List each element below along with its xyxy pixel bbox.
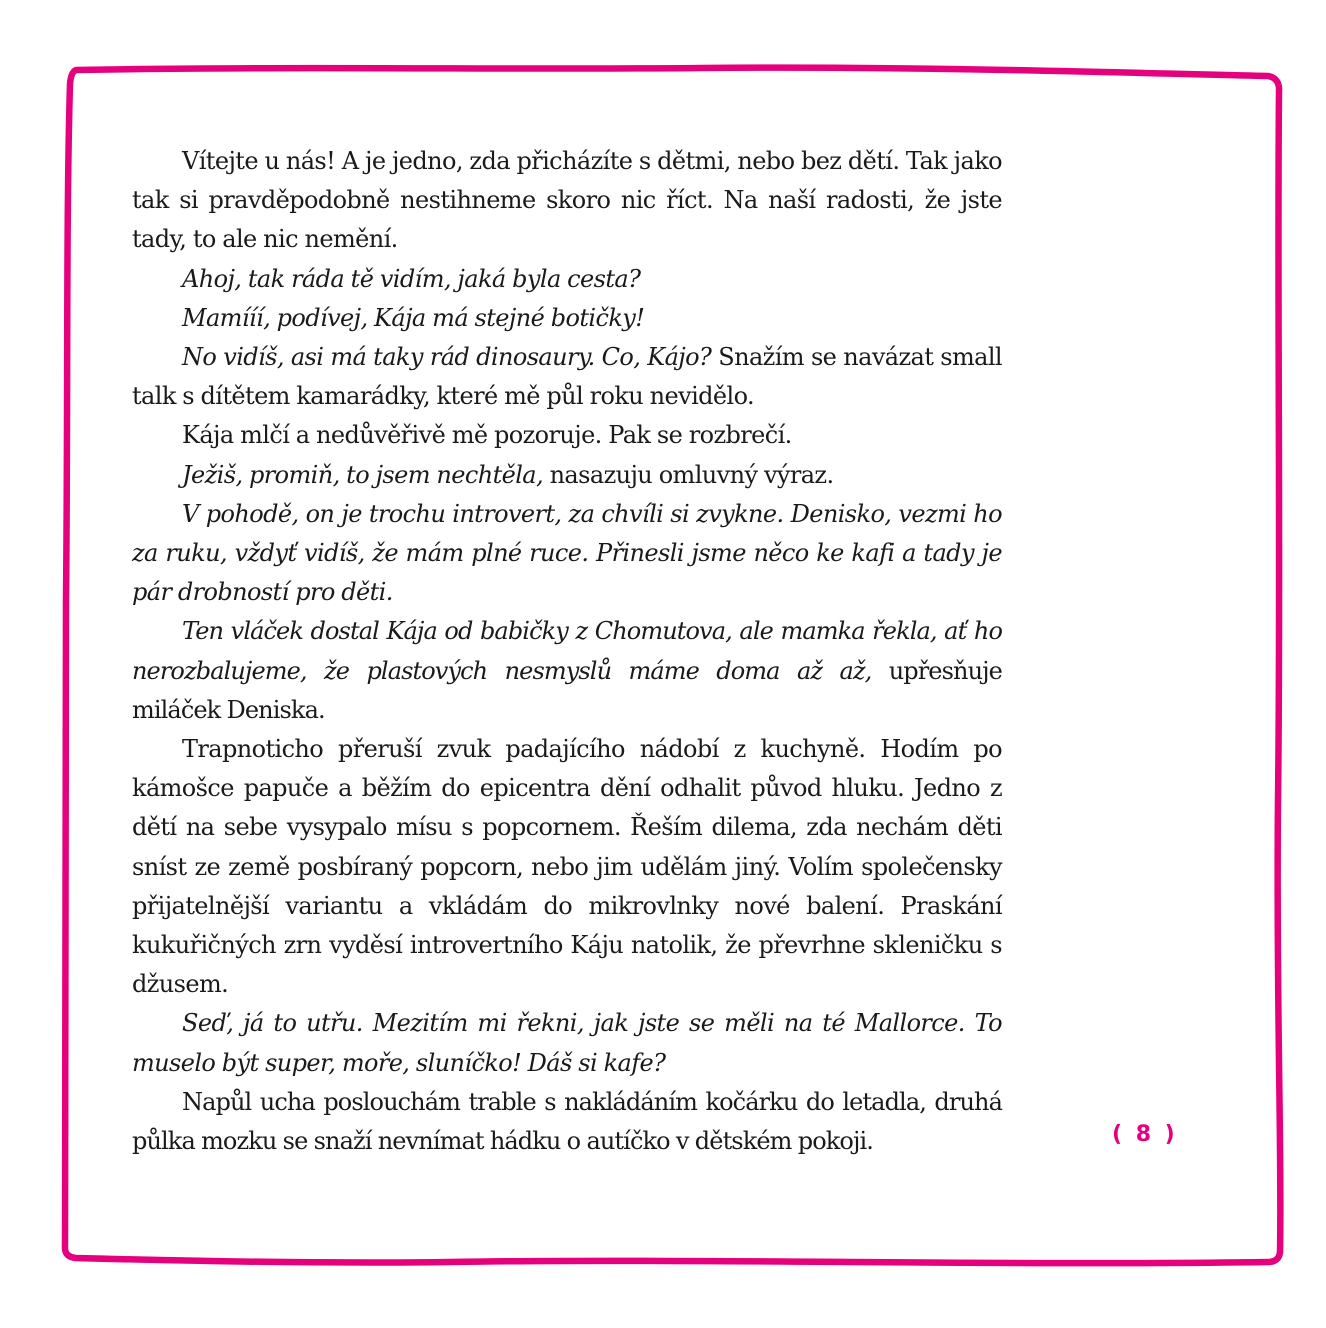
narration-text: Vítejte u nás! A je jedno, zda přicházíte s dětmi, nebo bez dětí. Tak jako tak si pravděpodobně nestihneme skoro nic říct. Na naší radosti, že jste tady, to ale nic nemění.	[132, 147, 1002, 254]
paragraph	[132, 260, 1002, 299]
paragraph	[132, 1004, 1002, 1082]
paragraph	[132, 142, 1002, 260]
paragraph	[132, 338, 1002, 416]
narration-text: Snažím se navázat small talk s dítětem kamarádky, které mě půl roku nevidělo.	[132, 343, 1002, 411]
page-number: ( 8 )	[1112, 1122, 1178, 1147]
dialogue-text: V pohodě, on je trochu introvert, za chvíli si zvykne. Denisko, vezmi ho za ruku, vždyť vidíš, že mám plné ruce. Přinesli jsme něco ke kafi a tady je pár drobností pro děti.	[132, 499, 1002, 607]
dialogue-text: Ježiš, promiň, to jsem nechtěla,	[182, 460, 544, 489]
paragraph	[132, 612, 1002, 730]
paragraph	[132, 730, 1002, 1004]
narration-text: Kája mlčí a nedůvěřivě mě pozoruje. Pak se rozbrečí.	[182, 421, 792, 450]
paragraph	[132, 456, 1002, 495]
narration-text: Napůl ucha poslouchám trable s nakládáním kočárku do letadla, druhá půlka mozku se snaží nevnímat hádku o autíčko v dětském pokoji.	[132, 1087, 1002, 1156]
body-text	[132, 142, 1002, 1161]
paragraph	[132, 299, 1002, 338]
narration-text: upřesňuje miláček Deniska.	[132, 656, 1002, 724]
dialogue-text: No vidíš, asi má taky rád dinosaury. Co, Kájo?	[182, 343, 712, 372]
dialogue-text: Mamííí, podívej, Kája má stejné botičky!	[182, 303, 645, 332]
narration-text: nasazuju omluvný výraz.	[543, 460, 834, 489]
dialogue-text: Ten vláček dostal Kája od babičky z Chomutova, ale mamka řekla, ať ho nerozbalujeme, že plastových nesmyslů máme doma až až,	[132, 617, 1002, 685]
paragraph	[132, 416, 1002, 455]
dialogue-text: Seď, já to utřu. Mezitím mi řekni, jak jste se měli na té Mallorce. To muselo být super, moře, sluníčko! Dáš si kafe?	[132, 1009, 1002, 1077]
narration-text: Trapnoticho přeruší zvuk padajícího nádobí z kuchyně. Hodím po kámošce papuče a běžím do epicentra dění odhalit původ hluku. Jedno z dětí na sebe vysypalo mísu s popcornem. Řeším dilema, zda nechám děti sníst ze země posbíraný popcorn, nebo jim udělám jiný. Volím společensky přijatelnější variantu a vkládám do mikrovlnky nové balení. Praskání kukuřičných zrn vyděsí introvertního Káju natolik, že převrhne skleničku s džusem.	[132, 735, 1002, 999]
paragraph	[132, 495, 1002, 613]
dialogue-text: Ahoj, tak ráda tě vidím, jaká byla cesta?	[182, 264, 641, 293]
paragraph	[132, 1083, 1002, 1161]
